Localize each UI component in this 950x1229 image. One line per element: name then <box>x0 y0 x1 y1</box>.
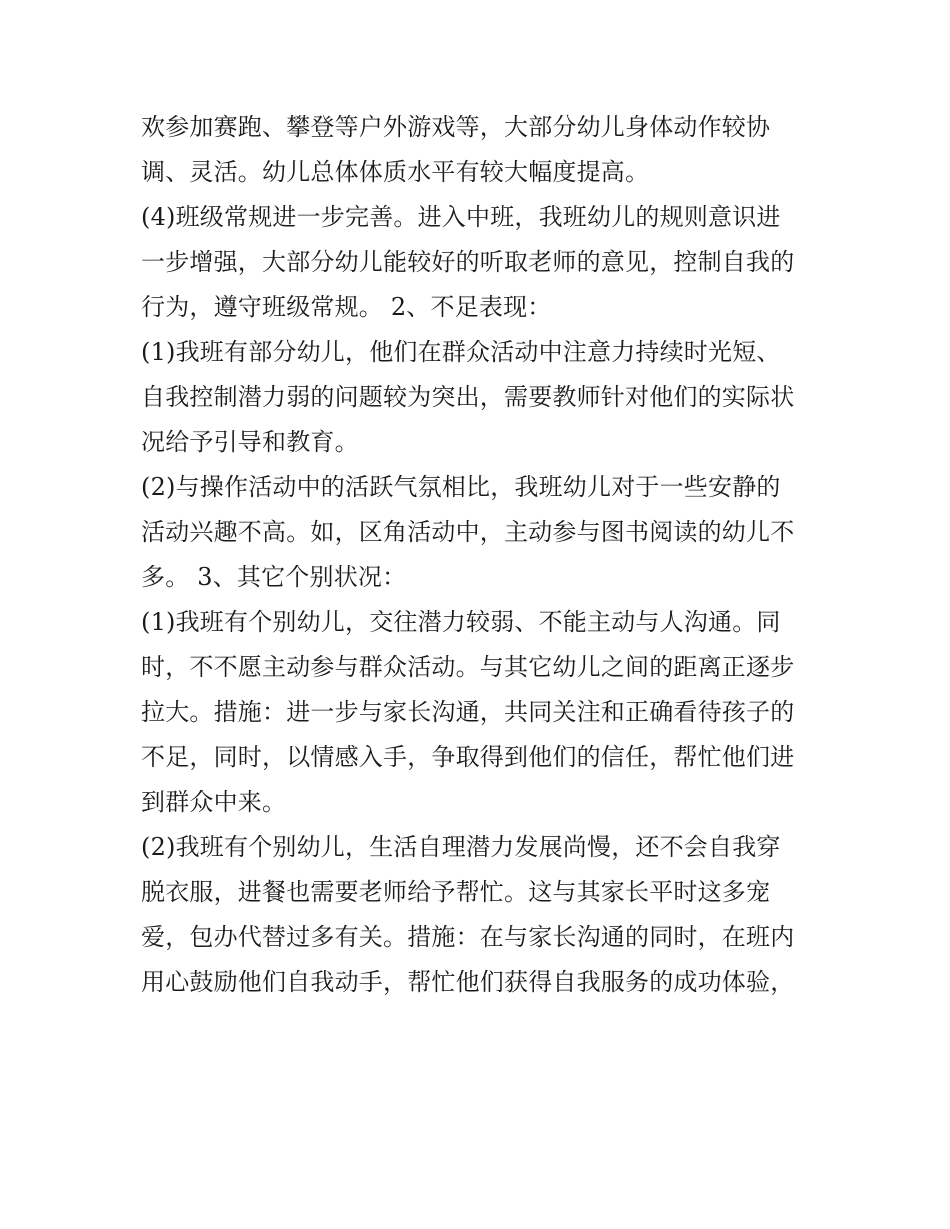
text-line-6: (1)我班有部分幼儿，他们在群众活动中注意力持续时光短、 <box>141 338 781 366</box>
text-line-2: 调、灵活。幼儿总体体质水平有较大幅度提高。 <box>141 158 650 186</box>
text-line-4: 一步增强，大部分幼儿能较好的听取老师的意见，控制自我的 <box>141 248 795 276</box>
text-line-16: 到群众中来。 <box>141 788 287 816</box>
text-line-3: (4)班级常规进一步完善。进入中班，我班幼儿的规则意识进 <box>141 203 781 231</box>
text-line-13: 时，不不愿主动参与群众活动。与其它幼儿之间的距离正逐步 <box>141 653 795 681</box>
text-line-10: 活动兴趣不高。如，区角活动中，主动参与图书阅读的幼儿不 <box>141 518 795 546</box>
text-line-18: 脱衣服，进餐也需要老师给予帮忙。这与其家长平时这多宠 <box>141 878 771 906</box>
text-line-9: (2)与操作活动中的活跃气氛相比，我班幼儿对于一些安静的 <box>141 473 781 501</box>
text-line-1: 欢参加赛跑、攀登等户外游戏等，大部分幼儿身体动作较协 <box>141 113 771 141</box>
text-line-11: 多。 3、其它个别状况： <box>141 563 407 591</box>
text-line-15: 不足，同时，以情感入手，争取得到他们的信任，帮忙他们进 <box>141 743 795 771</box>
text-line-17: (2)我班有个别幼儿，生活自理潜力发展尚慢，还不会自我穿 <box>141 833 781 861</box>
text-line-12: (1)我班有个别幼儿，交往潜力较弱、不能主动与人沟通。同 <box>141 608 781 636</box>
text-line-5: 行为，遵守班级常规。 2、不足表现： <box>141 293 552 321</box>
text-line-19: 爱，包办代替过多有关。措施：在与家长沟通的同时，在班内 <box>141 923 795 951</box>
body-text <box>141 105 821 1005</box>
text-line-14: 拉大。措施：进一步与家长沟通，共同关注和正确看待孩子的 <box>141 698 795 726</box>
text-line-20: 用心鼓励他们自我动手，帮忙他们获得自我服务的成功体验， <box>141 968 795 996</box>
text-line-8: 况给予引导和教育。 <box>141 428 359 456</box>
text-line-7: 自我控制潜力弱的问题较为突出，需要教师针对他们的实际状 <box>141 383 795 411</box>
